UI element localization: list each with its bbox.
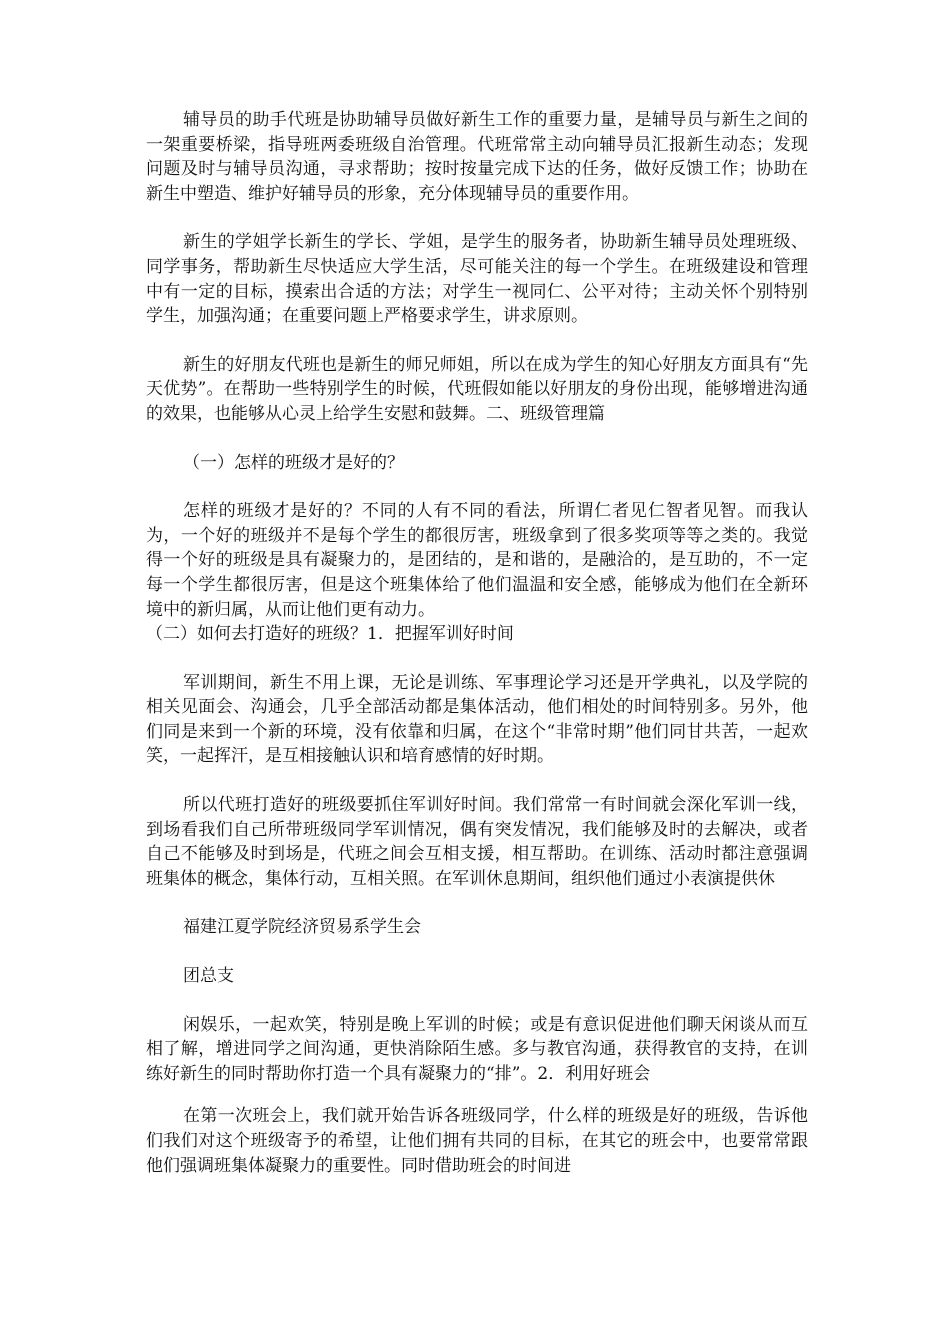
paragraph-seize-training-time: 所以代班打造好的班级要抓住军训好时间。我们常常一有时间就会深化军训一线，到场看我们自己所带班级同学军训情况，偶有突发情况，我们能够及时的去解决，或者自己不能够及时到场是，代班之间会互相支援，相互帮助。在训练、活动时都注意强调班集体的概念，集体行动，互相关照。在军训休息期间，组织他们通过小表演提供休 [146, 795, 808, 889]
paragraph-class-meeting: 在第一次班会上，我们就开始告诉各班级同学，什么样的班级是好的班级，告诉他们我们对这个班级寄予的希望，让他们拥有共同的目标，在其它的班会中，也要常常跟他们强调班集体凝聚力的重要性。同时借助班会的时间进 [146, 1106, 808, 1176]
heading-what-is-good-class: （一）怎样的班级才是好的？ [183, 452, 404, 473]
footer-league-branch: 团总支 [183, 966, 234, 987]
paragraph-counselor-assistant: 辅导员的助手代班是协助辅导员做好新生工作的重要力量，是辅导员与新生之间的一架重要桥梁，指导班两委班级自治管理。代班常常主动向辅导员汇报新生动态；发现问题及时与辅导员沟通，寻求帮助；按时按量完成下达的任务，做好反馈工作；协助在新生中塑造、维护好辅导员的形象，充分体现辅导员的重要作用。 [146, 110, 808, 204]
paragraph-military-training: 军训期间，新生不用上课，无论是训练、军事理论学习还是开学典礼，以及学院的相关见面会、沟通会，几乎全部活动都是集体活动，他们相处的时间特别多。另外，他们同是来到一个新的环境，没有依靠和归属，在这个“非常时期”他们同甘共苦，一起欢笑，一起挥汗，是互相接触认识和培育感情的好时期。 [146, 672, 808, 767]
paragraph-leisure-activities: 闲娱乐，一起欢笑，特别是晚上军训的时候；或是有意识促进他们聊天闲谈从而互相了解，增进同学之间沟通，更快消除陌生感。多与教官沟通，获得教官的支持，在训练好新生的同时帮助你打造一个具有凝聚力的“排”。2．利用好班会 [146, 1014, 808, 1084]
heading-how-to-build-class: （二）如何去打造好的班级？1．把握军训好时间 [146, 624, 514, 645]
paragraph-senior-students: 新生的学姐学长新生的学长、学姐，是学生的服务者，协助新生辅导员处理班级、同学事务，帮助新生尽快适应大学生活，尽可能关注的每一个学生。在班级建设和管理中有一定的目标，摸索出合适的方法；对学生一视同仁、公平对待；主动关怀个别特别学生，加强沟通；在重要问题上严格要求学生，讲求原则。 [146, 232, 808, 327]
paragraph-good-friend: 新生的好朋友代班也是新生的师兄师姐，所以在成为学生的知心好朋友方面具有“先天优势”。在帮助一些特别学生的时候，代班假如能以好朋友的身份出现，能够增进沟通的效果，也能够从心灵上给学生安慰和鼓舞。二、班级管理篇 [146, 354, 808, 424]
footer-organization-name: 福建江夏学院经济贸易系学生会 [183, 917, 421, 938]
document-body [146, 108, 808, 1178]
paragraph-good-class-opinion: 怎样的班级才是好的？不同的人有不同的看法，所谓仁者见仁智者见智。而我认为，一个好的班级并不是每个学生的都很厉害，班级拿到了很多奖项等等之类的。我觉得一个好的班级是具有凝聚力的，是团结的，是和谐的，是融洽的，是互助的，不一定每一个学生都很厉害，但是这个班集体给了他们温温和安全感，能够成为他们在全新环境中的新归属，从而让他们更有动力。 [146, 501, 808, 620]
